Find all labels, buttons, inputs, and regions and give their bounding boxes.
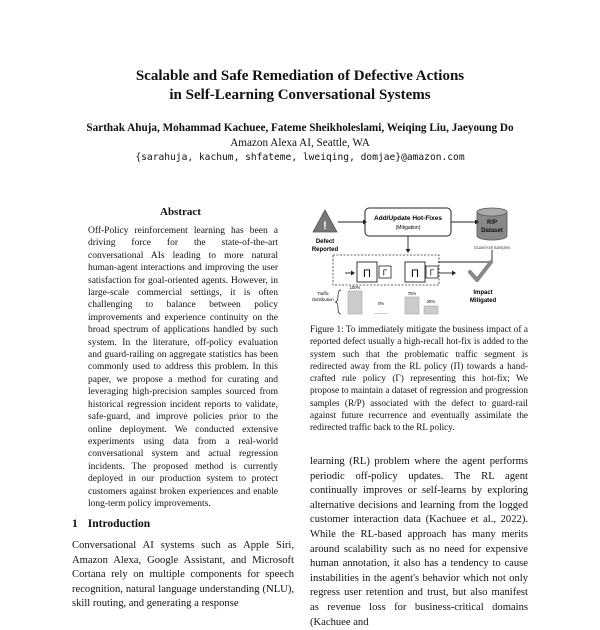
dataset-label-1: R/P <box>486 220 498 226</box>
dataset-label-2: Dataset <box>481 228 503 234</box>
impact-label-1: Impact <box>473 290 493 296</box>
pct-left-small: 0% <box>377 301 385 306</box>
hotfix-box <box>365 208 451 236</box>
hotfix-sublabel: (Mitigation) <box>395 225 421 231</box>
traffic-bars <box>348 285 438 314</box>
figure-caption: Figure 1: To immediately mitigate the business impact of a reported defect usually a high-recall hot-fix is added to the system such that the problematic traffic segment is redirected away from the RL policy (Π) towards a hand-crafted rule policy (Γ) representing this hot-fix; We propose to maintain a dataset of regression and progression samples (R/P) associated with the defect to guard-rail against future recurrence and eventually assimilate the redirected traffic back to the RL policy. <box>310 324 528 433</box>
gamma-symbol-right: Γ <box>429 268 435 278</box>
pct-left-bar: 100% <box>349 285 361 290</box>
body-text-column-2: learning (RL) problem where the agent performs periodic off-policy updates. The RL agent continually improves or self-learns by exploring alternative decisions and learning from the logged customer interaction data (Kachuee et al., 2022). While the RL-based approach has many merits around scalability such as no need for expensive human annotation, it also has a tendency to cause instabilities in the agent's behavior which not only regress user retention and trust, but also manifest as revenue loss for business-critical domains (Kachuee and <box>310 456 528 628</box>
figure-1-diagram <box>305 200 535 318</box>
impact-label-2: Mitigated <box>469 298 497 304</box>
title-line-1: Scalable and Safe Remediation of Defective Actions <box>135 68 465 84</box>
paper-title <box>0 67 600 105</box>
hotfix-label: Add/Update Hot-Fixes <box>374 215 442 222</box>
pi-symbol-left: Π <box>363 268 371 280</box>
affiliation: Amazon Alexa AI, Seattle, WA <box>230 137 370 149</box>
author-list: Sarthak Ahuja, Mohammad Kachuee, Fateme Sheikholeslami, Weiqing Liu, Jaeyoung Do <box>86 122 514 134</box>
pct-right-small: 25% <box>426 299 436 304</box>
bar-right-gamma <box>424 306 438 314</box>
section-title: Introduction <box>87 518 151 530</box>
pct-right-bar: 75% <box>407 291 417 296</box>
abstract-heading: Abstract <box>160 206 201 218</box>
warning-icon <box>313 210 337 232</box>
dist-label-2: Distribution <box>312 297 334 302</box>
checkmark-icon <box>470 262 491 280</box>
author-emails: {sarahuja, kachum, shfateme, lweiqing, domjae}@amazon.com <box>135 152 465 163</box>
gamma-symbol-left: Γ <box>382 268 388 278</box>
defect-label-1: Defect <box>315 239 335 245</box>
introduction-heading <box>72 518 150 530</box>
introduction-text: Conversational AI systems such as Apple Siri, Amazon Alexa, Google Assistant, and Microsoft Cortana rely on multiple components for speech recognition, natural language understanding (NLU), skill routing, and generating a response <box>72 540 294 610</box>
abstract-text: Off-Policy reinforcement learning has been a driving force for the state-of-the-art conversational AIs leading to more natural human-agent interactions and improving the user satisfaction for goal-oriented agents. However, in large-scale commercial settings, it is often challenging to balance between policy improvements and experience continuity on the broad spectrum of applications handled by such system. In the literature, off-policy evaluation and guard-railing on aggregate statistics has been commonly used to address this problem. In this paper, we propose a method for curating and leveraging high-precision samples sourced from historical regression incident reports to validate, safe-guard, and improve policies prior to the online deployment. We conducted extensive experiments using data from a real-world conversational system and actual regression incidents. The proposed method is currently deployed in our production system to protect customers against broken experiences and enable long-term policy improvements. <box>88 226 278 509</box>
dataset-sublabel: Guard-rail Samples <box>473 245 511 250</box>
dist-brace <box>335 290 341 314</box>
title-line-2: in Self-Learning Conversational Systems <box>169 87 431 103</box>
bar-left-pi <box>348 291 362 314</box>
bar-right-pi <box>405 297 419 314</box>
bar-left-gamma <box>374 313 388 314</box>
pi-symbol-right: Π <box>411 268 419 280</box>
svg-text:!: ! <box>323 220 327 232</box>
dist-label-1: Traffic <box>317 291 329 296</box>
section-number: 1 <box>72 518 78 530</box>
defect-label-2: Reported <box>311 247 339 253</box>
